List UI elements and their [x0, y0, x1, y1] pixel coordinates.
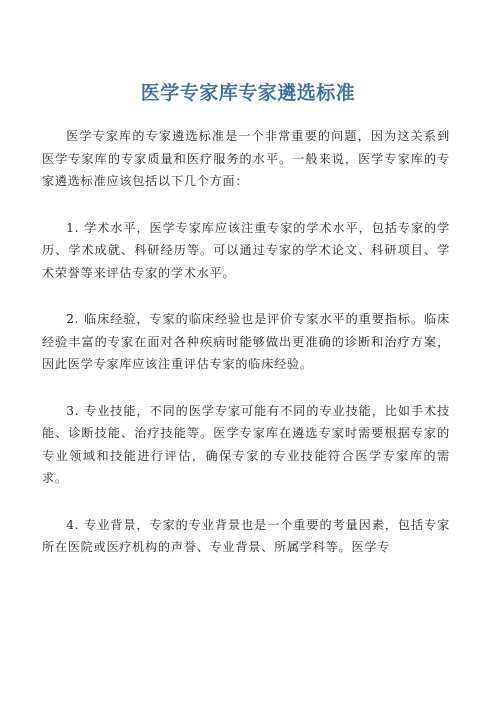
paragraph-clinical-experience: 2. 临床经验，专家的临床经验也是评价专家水平的重要指标。临床经验丰富的专家在面对各种疾病时能够做出更准确的诊断和治疗方案，因此医学专家库应该注重评估专家的临床经验。: [42, 312, 450, 371]
document-body: [42, 125, 450, 583]
paragraph-professional-skills: 3. 专业技能，不同的医学专家可能有不同的专业技能，比如手术技能、诊断技能、治疗技能等。医学专家库在遴选专家时需要根据专家的专业领域和技能进行评估，确保专家的专业技能符合医学专家库的需求。: [42, 403, 450, 485]
intro-paragraph: 医学专家库的专家遴选标准是一个非常重要的问题，因为这关系到医学专家库的专家质量和医疗服务的水平。一般来说，医学专家库的专家遴选标准应该包括以下几个方面：: [42, 129, 450, 188]
document-title: 医学专家库专家遴选标准: [140, 82, 356, 104]
paragraph-professional-background: 4. 专业背景，专家的专业背景也是一个重要的考量因素，包括专家所在医院或医疗机构的声誉、专业背景、所属学科等。医学专: [42, 517, 450, 554]
paragraph-academic-level: 1. 学术水平，医学专家库应该注重专家的学术水平，包括专家的学历、学术成就、科研经历等。可以通过专家的学术论文、科研项目、学术荣誉等来评估专家的学术水平。: [42, 220, 450, 280]
